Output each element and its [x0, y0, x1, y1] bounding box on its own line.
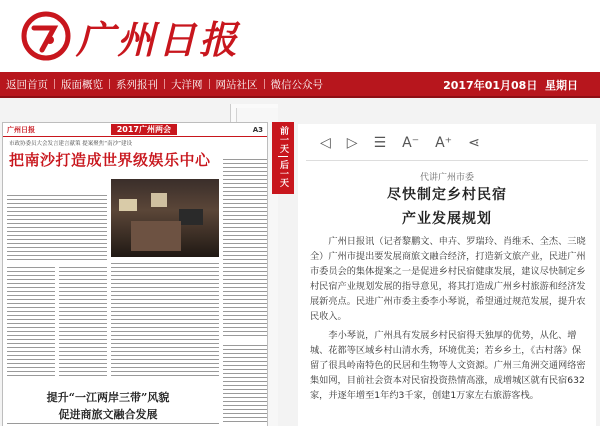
article-body [310, 234, 586, 407]
page-headline[interactable]: 把南沙打造成世界级娱乐中心 [9, 151, 211, 169]
prev-day-label: 前一天 [278, 126, 288, 153]
article-paragraph: 广州日报讯（记者黎鹏文、申卉、罗瑞玲、肖维禾、全杰、三晓全）广州市提出要发展商旅文融合经济，打造新文旅产业，民进广州市委员会的集体提案之一是促进乡村民宿健康发展，建议尽快制定乡村民宿产业规划发展的指导意见，将其打造成广州乡村旅游和经济发展新亮点。民进广州市委主委李小琴说，希望通过规范发展，提升农民收入。 [310, 236, 586, 322]
page-masthead [3, 123, 267, 137]
next-article-icon[interactable]: ▷ [346, 135, 358, 151]
page-text-column[interactable] [223, 345, 267, 425]
nav-item-wechat[interactable]: 微信公众号 [270, 78, 323, 91]
page-number: A3 [252, 125, 263, 134]
day-switch-tab [272, 122, 294, 194]
bottom-headline-line: 提升“一江两岸三带”风貌 [46, 391, 170, 404]
page-text-column[interactable] [7, 195, 107, 261]
nav-item-series[interactable]: 系列报刊 [116, 78, 158, 91]
font-increase-icon[interactable]: A⁺ [435, 135, 453, 151]
page-photo[interactable] [111, 179, 219, 257]
newspaper-page-viewer[interactable] [0, 102, 282, 426]
article-paragraph: 李小琴说，广州具有发展乡村民宿得天独厚的优势，从化、增城、花都等区域乡村山清水秀，环境优美；若乡乡土，《古村落》保留了很具岭南特色的民居和生物等人文资源。广州三角洲交通网络密集如网，目前社会资本对民宿投资热情高涨，成增城区就有民宿632家，并逐年增至1年约3千家，创建1万家左右旅游客栈。 [310, 330, 586, 401]
site-header [0, 0, 600, 72]
main-nav [0, 72, 600, 98]
article-toolbar [320, 132, 588, 154]
font-decrease-icon[interactable]: A⁻ [402, 135, 420, 151]
nav-item-home[interactable]: 返回首页 [6, 78, 48, 91]
weekday-text: 星期日 [545, 79, 578, 92]
nav-item-dayoo[interactable]: 大洋网 [171, 78, 203, 91]
toolbar-divider [306, 160, 588, 161]
next-day-link[interactable] [277, 160, 289, 187]
logo-text: 广州日报 [76, 16, 241, 62]
page-bottom-headline[interactable] [33, 389, 183, 423]
date-display [443, 77, 578, 93]
page-text-column[interactable] [223, 159, 267, 339]
nav-item-community[interactable]: 网站社区 [215, 78, 258, 91]
prev-article-icon[interactable]: ◁ [320, 135, 331, 151]
article-kicker: 代讲广州市委 [419, 173, 474, 183]
bottom-headline-line: 促进商旅文融合发展 [58, 408, 158, 421]
article-panel [298, 124, 596, 426]
newspaper-page[interactable] [2, 122, 268, 426]
article-list-icon[interactable]: ☰ [373, 135, 387, 151]
share-icon[interactable]: ⋖ [468, 135, 480, 151]
page-text-column[interactable] [7, 267, 55, 379]
prev-day-link[interactable] [277, 126, 289, 153]
page-section-label: 2017广州两会 [111, 124, 177, 135]
page-text-column[interactable] [111, 263, 219, 379]
article-subtitle: 产业发展规划 [402, 211, 492, 227]
page-subheadline: 市政协委员大会发言建言献策 提案聚焦“南沙”建设 [9, 141, 132, 147]
next-day-label: 后一天 [278, 160, 288, 187]
nav-item-overview[interactable]: 版面概览 [61, 78, 103, 91]
date-text: 2017年01月08日 [443, 79, 538, 92]
site-logo[interactable] [20, 10, 240, 62]
logo-mark-icon [20, 10, 72, 62]
article-title: 尽快制定乡村民宿 [387, 187, 507, 203]
page-text-column[interactable] [59, 267, 107, 379]
page-mini-logo: 广州日报 [7, 125, 35, 134]
